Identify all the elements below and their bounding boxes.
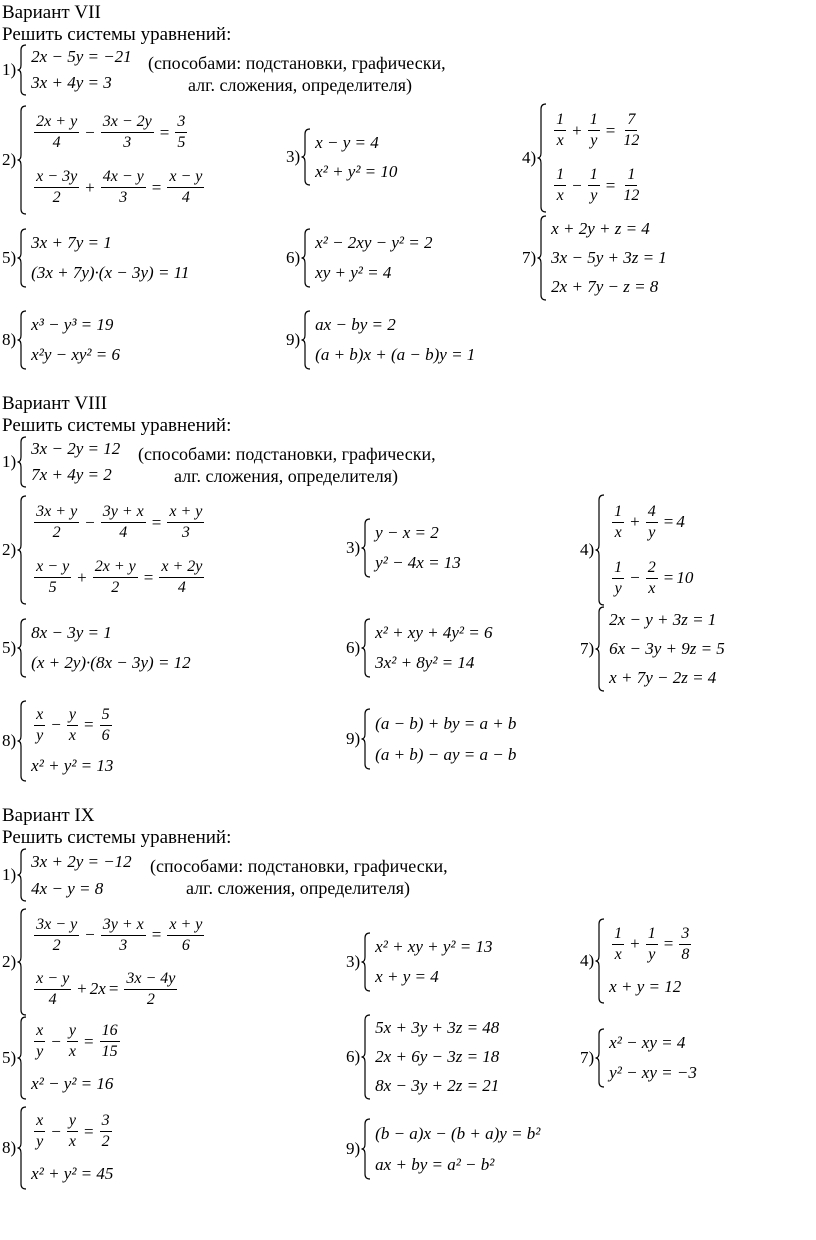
equation: $\frac{1}{x}$ + $\frac{1}{y}$ = $\frac{7}{12}$ [556, 111, 640, 149]
system-number: 7) [580, 639, 595, 658]
system-3 [346, 518, 461, 578]
system-number: 9) [346, 729, 361, 748]
system-8 [2, 700, 115, 782]
system-8 [2, 310, 120, 370]
variant-title: Вариант IX [2, 805, 95, 826]
brace-shape [361, 618, 371, 678]
system-number: 3) [346, 952, 361, 971]
brace-icon [537, 215, 547, 301]
equation: 3x + 7y = 1 [31, 233, 112, 252]
equation: $\frac{x - 3y}{2}$ + $\frac{4x - y}{3}$ = $\frac{x - y}{4}$ [36, 168, 203, 206]
equation: x² − y² = 16 [31, 1073, 114, 1093]
brace-icon [17, 908, 27, 1016]
brace-icon [17, 495, 27, 605]
brace-icon [17, 1106, 27, 1190]
system-3 [286, 128, 397, 186]
brace-shape [595, 1028, 605, 1088]
equation: $\frac{1}{x}$ + $\frac{1}{y}$ = $\frac{3}{8}$ [614, 924, 690, 963]
brace-shape [17, 436, 27, 488]
brace-icon [17, 310, 27, 370]
brace-icon [301, 228, 311, 288]
system-2 [2, 908, 207, 1016]
equation: 3x² + 8y² = 14 [375, 653, 475, 672]
system-number: 5) [2, 638, 17, 657]
equation: x + y = 4 [375, 967, 439, 986]
variant-title: Вариант VII [2, 2, 101, 23]
system-4 [580, 494, 693, 606]
equation: 2x + 7y − z = 8 [551, 276, 659, 296]
brace-icon [361, 708, 371, 770]
system-7 [580, 606, 725, 692]
brace-icon [361, 932, 371, 992]
equation: 5x + 3y + 3z = 48 [375, 1018, 500, 1038]
system-5 [2, 228, 189, 288]
system-4 [522, 103, 644, 213]
system-8 [2, 1106, 115, 1190]
brace-icon [17, 44, 27, 96]
equation: x + 7y − 2z = 4 [609, 667, 717, 687]
brace-shape [595, 606, 605, 692]
system-number: 6) [286, 248, 301, 267]
system-number: 2) [2, 540, 17, 559]
brace-shape [17, 908, 27, 1016]
variant-subtitle: Решить системы уравнений: [2, 24, 232, 45]
system-number: 5) [2, 1048, 17, 1067]
equation: y − x = 2 [375, 523, 439, 542]
brace-icon [537, 103, 547, 213]
equation: $\frac{x}{y}$ − $\frac{y}{x}$ = $\frac{16}{15}$ [36, 1022, 118, 1061]
system-number: 8) [2, 731, 17, 750]
brace-shape [301, 228, 311, 288]
brace-shape [17, 1106, 27, 1190]
equation: 3x − 2y = 12 [31, 439, 121, 458]
brace-shape [17, 700, 27, 782]
system-number: 3) [346, 538, 361, 557]
equation: x² + y² = 13 [31, 756, 114, 776]
system-6 [286, 228, 432, 288]
system-3 [346, 932, 492, 992]
methods-line-1: (способами: подстановки, графически, [150, 856, 448, 876]
brace-icon [17, 700, 27, 782]
brace-icon [17, 436, 27, 488]
system-number: 4) [580, 951, 595, 970]
equation: (a + b) − ay = a − b [375, 744, 517, 764]
equation: $\frac{3x + y}{2}$ − $\frac{3y + x}{4}$ = $\frac{x + y}{3}$ [36, 503, 203, 541]
equation: x + 2y + z = 4 [551, 219, 650, 239]
brace-icon [17, 1016, 27, 1100]
equation: 8x − 3y = 1 [31, 623, 112, 642]
equation: x − y = 4 [315, 132, 379, 152]
brace-icon [17, 848, 27, 902]
brace-shape [301, 310, 311, 370]
brace-shape [17, 1016, 27, 1100]
brace-shape [537, 215, 547, 301]
brace-shape [17, 618, 27, 678]
brace-shape [17, 228, 27, 288]
system-9 [346, 1118, 540, 1180]
system-2 [2, 105, 207, 215]
system-number: 9) [346, 1139, 361, 1158]
system-9 [286, 310, 475, 370]
equation: (b − a)x − (b + a)y = b² [375, 1123, 541, 1143]
system-number: 1) [2, 865, 17, 884]
system-number: 5) [2, 248, 17, 267]
methods-line-1: (способами: подстановки, графически, [148, 53, 446, 73]
system-number: 1) [2, 452, 17, 471]
system-number: 7) [522, 248, 537, 267]
equation: $\frac{3x - y}{2}$ − $\frac{3y + x}{3}$ = $\frac{x + y}{6}$ [36, 915, 203, 954]
equation: 2x + 6y − 3z = 18 [375, 1046, 500, 1066]
brace-shape [361, 1014, 371, 1100]
variant-title: Вариант VIII [2, 393, 108, 414]
brace-icon [595, 494, 605, 606]
equation: x² − xy = 4 [609, 1033, 686, 1052]
equation: $\frac{x - y}{5}$ + $\frac{2x + y}{2}$ = $\frac{x + 2y}{4}$ [36, 558, 203, 596]
variant-subtitle: Решить системы уравнений: [2, 415, 232, 436]
equation: $\frac{2x + y}{4}$ − $\frac{3x - 2y}{3}$ = $\frac{3}{5}$ [36, 113, 186, 151]
brace-icon [17, 105, 27, 215]
system-number: 7) [580, 1048, 595, 1067]
equation: x³ − y³ = 19 [31, 315, 114, 334]
equation: 2x − 5y = −21 [31, 47, 132, 66]
equation: (a + b)x + (a − b)y = 1 [315, 345, 476, 364]
equation: xy + y² = 4 [315, 263, 392, 282]
equation: $\frac{1}{y}$ − $\frac{2}{x}$ = 10 [614, 558, 694, 597]
system-9 [346, 708, 516, 770]
brace-shape [595, 918, 605, 1004]
brace-shape [361, 932, 371, 992]
system-number: 6) [346, 1047, 361, 1066]
equation: x² + y² = 45 [31, 1163, 114, 1183]
equation: (a − b) + by = a + b [375, 713, 517, 733]
system-5 [2, 618, 191, 678]
methods-line-1: (способами: подстановки, графически, [138, 444, 436, 464]
system-2 [2, 495, 207, 605]
brace-icon [595, 1028, 605, 1088]
brace-shape [301, 128, 311, 186]
brace-icon [301, 128, 311, 186]
brace-icon [17, 228, 27, 288]
brace-shape [17, 44, 27, 96]
system-number: 9) [286, 330, 301, 349]
system-1 [2, 44, 132, 96]
equation: 3x + 2y = −12 [31, 851, 132, 871]
equation: x + y = 12 [609, 977, 682, 997]
equation: x² + xy + y² = 13 [375, 937, 493, 956]
equation: y² − 4x = 13 [375, 553, 461, 572]
system-number: 1) [2, 60, 17, 79]
system-6 [346, 618, 492, 678]
equation: (3x + 7y)·(x − 3y) = 11 [31, 263, 190, 282]
system-number: 8) [2, 1138, 17, 1157]
system-1 [2, 436, 120, 488]
brace-icon [361, 1118, 371, 1180]
equation: $\frac{x}{y}$ − $\frac{y}{x}$ = $\frac{3}{2}$ [36, 1112, 110, 1151]
equation: $\frac{x}{y}$ − $\frac{y}{x}$ = $\frac{5}{6}$ [36, 705, 110, 744]
system-1 [2, 848, 132, 902]
equation: ax − by = 2 [315, 315, 396, 334]
equation: x² − 2xy − y² = 2 [315, 233, 433, 252]
equation: x²y − xy² = 6 [31, 345, 120, 364]
brace-icon [361, 618, 371, 678]
system-number: 8) [2, 330, 17, 349]
equation: x² + y² = 10 [315, 161, 398, 181]
system-number: 2) [2, 150, 17, 169]
equation: 6x − 3y + 9z = 5 [609, 638, 725, 658]
brace-shape [17, 495, 27, 605]
system-number: 4) [580, 540, 595, 559]
brace-icon [595, 606, 605, 692]
brace-icon [595, 918, 605, 1004]
brace-icon [361, 1014, 371, 1100]
equation: ax + by = a² − b² [375, 1154, 495, 1174]
equation: $\frac{1}{x}$ + $\frac{4}{y}$ = 4 [614, 502, 685, 541]
equation: 3x − 5y + 3z = 1 [551, 247, 667, 267]
system-number: 2) [2, 952, 17, 971]
brace-icon [301, 310, 311, 370]
brace-shape [17, 310, 27, 370]
methods-line-2: алг. сложения, определителя) [174, 466, 398, 486]
brace-icon [17, 618, 27, 678]
equation: 4x − y = 8 [31, 878, 104, 898]
system-4 [580, 918, 694, 1004]
system-7 [522, 215, 667, 301]
brace-shape [361, 708, 371, 770]
system-number: 3) [286, 147, 301, 166]
equation: y² − xy = −3 [609, 1063, 697, 1082]
equation: 8x − 3y + 2z = 21 [375, 1075, 500, 1095]
brace-shape [595, 494, 605, 606]
system-number: 4) [522, 148, 537, 167]
equation: (x + 2y)·(8x − 3y) = 12 [31, 653, 191, 672]
equation: x² + xy + 4y² = 6 [375, 623, 493, 642]
equation: 7x + 4y = 2 [31, 465, 112, 484]
system-number: 6) [346, 638, 361, 657]
methods-line-2: алг. сложения, определителя) [186, 878, 410, 898]
brace-shape [17, 105, 27, 215]
brace-icon [361, 518, 371, 578]
equation: 2x − y + 3z = 1 [609, 610, 717, 630]
system-6 [346, 1014, 499, 1100]
brace-shape [17, 848, 27, 902]
system-5 [2, 1016, 123, 1100]
system-7 [580, 1028, 697, 1088]
equation: $\frac{x - y}{4}$ + 2x = $\frac{3x - 4y}{2}$ [36, 969, 176, 1008]
brace-shape [537, 103, 547, 213]
equation: $\frac{1}{x}$ − $\frac{1}{y}$ = $\frac{1}{12}$ [556, 166, 640, 204]
brace-shape [361, 1118, 371, 1180]
equation: 3x + 4y = 3 [31, 73, 112, 92]
variant-subtitle: Решить системы уравнений: [2, 827, 232, 848]
methods-line-2: алг. сложения, определителя) [188, 75, 412, 95]
brace-shape [361, 518, 371, 578]
